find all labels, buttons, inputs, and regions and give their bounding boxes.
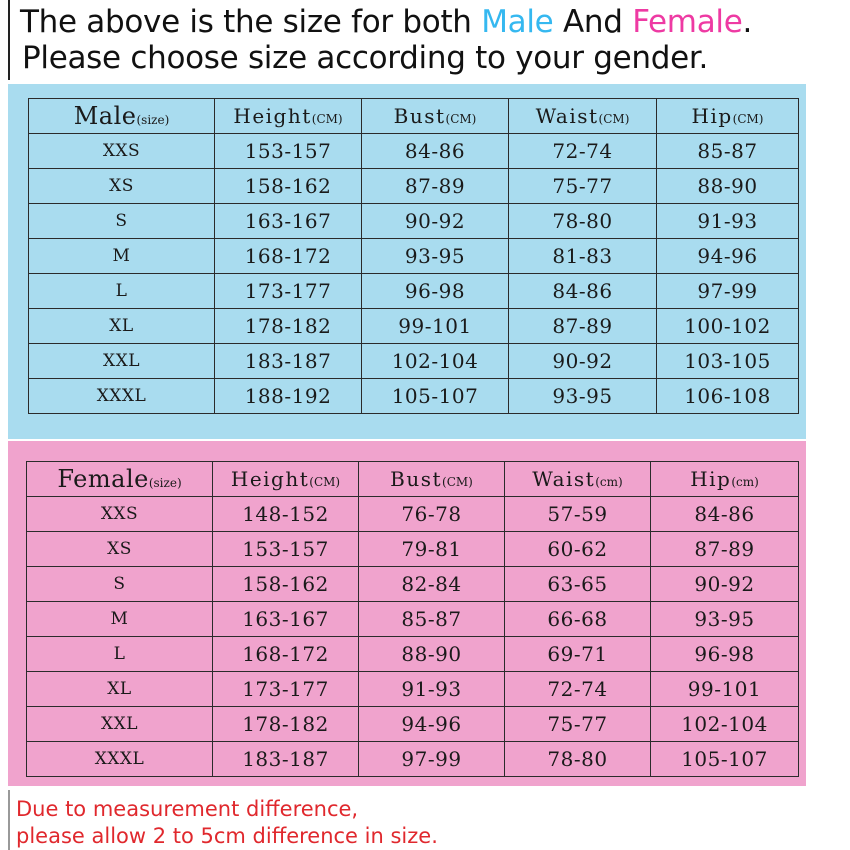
header-label: Waist	[535, 104, 599, 128]
measurement-cell: 63-65	[505, 567, 651, 602]
header-label: Male	[73, 102, 137, 130]
male-header-row	[29, 99, 799, 134]
male-header-cell	[29, 99, 215, 134]
note-line-1: Due to measurement difference,	[16, 797, 359, 821]
measurement-cell: 96-98	[651, 637, 799, 672]
table-row	[27, 637, 799, 672]
male-word: Male	[481, 4, 554, 40]
header-unit: (CM)	[309, 475, 341, 489]
size-label-cell: S	[27, 567, 213, 602]
measurement-cell: 103-105	[657, 344, 799, 379]
measurement-cell: 84-86	[651, 497, 799, 532]
measurement-cell: 87-89	[509, 309, 657, 344]
measurement-cell: 93-95	[509, 379, 657, 414]
measurement-cell: 69-71	[505, 637, 651, 672]
note-divider	[8, 790, 10, 850]
measurement-cell: 100-102	[657, 309, 799, 344]
measurement-cell: 85-87	[359, 602, 505, 637]
male-header-cell	[215, 99, 362, 134]
header-label: Height	[233, 104, 312, 128]
size-label-cell: XXS	[27, 497, 213, 532]
page-header	[8, 0, 844, 80]
female-header-cell	[359, 462, 505, 497]
size-label-cell: M	[29, 239, 215, 274]
measurement-cell: 91-93	[657, 204, 799, 239]
measurement-cell: 93-95	[362, 239, 509, 274]
table-row	[29, 134, 799, 169]
header-label: Hip	[690, 467, 732, 491]
measurement-cell: 72-74	[509, 134, 657, 169]
measurement-cell: 57-59	[505, 497, 651, 532]
measurement-cell: 178-182	[213, 707, 359, 742]
header-label: Female	[57, 465, 149, 493]
measurement-cell: 88-90	[657, 169, 799, 204]
measurement-cell: 102-104	[651, 707, 799, 742]
size-label-cell: XS	[29, 169, 215, 204]
size-label-cell: S	[29, 204, 215, 239]
measurement-cell: 163-167	[215, 204, 362, 239]
male-size-table	[28, 98, 799, 414]
measurement-cell: 94-96	[657, 239, 799, 274]
measurement-cell: 60-62	[505, 532, 651, 567]
male-size-panel	[8, 84, 806, 439]
measurement-cell: 163-167	[213, 602, 359, 637]
measurement-cell: 105-107	[362, 379, 509, 414]
table-row	[27, 567, 799, 602]
measurement-cell: 75-77	[505, 707, 651, 742]
table-row	[29, 239, 799, 274]
header-label: Hip	[691, 104, 733, 128]
header-line-1	[20, 4, 752, 40]
size-label-cell: XXL	[27, 707, 213, 742]
female-size-table	[26, 461, 799, 777]
header-unit: (CM)	[598, 112, 630, 126]
header-text: And	[553, 4, 633, 40]
size-label-cell: XXL	[29, 344, 215, 379]
measurement-cell: 81-83	[509, 239, 657, 274]
female-header-row	[27, 462, 799, 497]
size-label-cell: XXXL	[27, 742, 213, 777]
measurement-cell: 79-81	[359, 532, 505, 567]
measurement-cell: 97-99	[359, 742, 505, 777]
measurement-cell: 96-98	[362, 274, 509, 309]
size-label-cell: M	[27, 602, 213, 637]
female-header-cell	[505, 462, 651, 497]
measurement-cell: 66-68	[505, 602, 651, 637]
table-row	[29, 274, 799, 309]
measurement-cell: 78-80	[505, 742, 651, 777]
header-label: Waist	[532, 467, 596, 491]
table-row	[27, 532, 799, 567]
table-row	[27, 602, 799, 637]
measurement-cell: 88-90	[359, 637, 505, 672]
table-row	[27, 672, 799, 707]
measurement-cell: 82-84	[359, 567, 505, 602]
header-unit: (CM)	[442, 475, 473, 489]
measurement-cell: 99-101	[651, 672, 799, 707]
measurement-cell: 183-187	[215, 344, 362, 379]
female-size-panel	[8, 441, 806, 786]
table-row	[29, 309, 799, 344]
measurement-cell: 85-87	[657, 134, 799, 169]
header-unit: (CM)	[311, 112, 343, 126]
female-header-cell	[27, 462, 213, 497]
measurement-cell: 90-92	[362, 204, 509, 239]
size-label-cell: L	[29, 274, 215, 309]
measurement-cell: 153-157	[215, 134, 362, 169]
header-unit: (cm)	[595, 475, 623, 489]
measurement-note	[16, 796, 438, 850]
header-text: .	[742, 4, 753, 40]
measurement-cell: 173-177	[215, 274, 362, 309]
header-unit: (cm)	[731, 475, 759, 489]
measurement-cell: 91-93	[359, 672, 505, 707]
measurement-cell: 148-152	[213, 497, 359, 532]
table-row	[29, 344, 799, 379]
male-header-cell	[509, 99, 657, 134]
table-row	[27, 707, 799, 742]
table-row	[27, 497, 799, 532]
header-label: Bust	[390, 467, 443, 491]
female-word: Female	[632, 4, 743, 40]
measurement-cell: 84-86	[362, 134, 509, 169]
measurement-cell: 153-157	[213, 532, 359, 567]
measurement-cell: 75-77	[509, 169, 657, 204]
measurement-cell: 168-172	[215, 239, 362, 274]
size-label-cell: L	[27, 637, 213, 672]
measurement-cell: 93-95	[651, 602, 799, 637]
header-label: Bust	[393, 104, 446, 128]
measurement-cell: 188-192	[215, 379, 362, 414]
measurement-cell: 106-108	[657, 379, 799, 414]
female-header-cell	[651, 462, 799, 497]
size-label-cell: XL	[29, 309, 215, 344]
measurement-cell: 76-78	[359, 497, 505, 532]
header-line-2: Please choose size according to your gender.	[22, 40, 709, 76]
header-unit: (size)	[136, 113, 170, 127]
measurement-cell: 158-162	[215, 169, 362, 204]
measurement-cell: 87-89	[362, 169, 509, 204]
measurement-cell: 183-187	[213, 742, 359, 777]
measurement-cell: 168-172	[213, 637, 359, 672]
header-label: Height	[230, 467, 310, 491]
table-row	[29, 379, 799, 414]
size-label-cell: XL	[27, 672, 213, 707]
table-row	[29, 204, 799, 239]
measurement-cell: 158-162	[213, 567, 359, 602]
note-line-2: please allow 2 to 5cm difference in size.	[16, 824, 438, 848]
table-row	[27, 742, 799, 777]
header-unit: (size)	[148, 476, 182, 490]
header-text: The above is the size for both	[20, 4, 482, 40]
measurement-cell: 72-74	[505, 672, 651, 707]
measurement-cell: 102-104	[362, 344, 509, 379]
measurement-cell: 90-92	[509, 344, 657, 379]
measurement-cell: 78-80	[509, 204, 657, 239]
measurement-cell: 84-86	[509, 274, 657, 309]
table-row	[29, 169, 799, 204]
header-unit: (CM)	[445, 112, 477, 126]
measurement-cell: 105-107	[651, 742, 799, 777]
measurement-cell: 87-89	[651, 532, 799, 567]
measurement-cell: 90-92	[651, 567, 799, 602]
size-label-cell: XXXL	[29, 379, 215, 414]
male-header-cell	[362, 99, 509, 134]
size-label-cell: XXS	[29, 134, 215, 169]
measurement-cell: 173-177	[213, 672, 359, 707]
female-header-cell	[213, 462, 359, 497]
measurement-cell: 97-99	[657, 274, 799, 309]
size-label-cell: XS	[27, 532, 213, 567]
header-unit: (CM)	[732, 112, 764, 126]
measurement-cell: 94-96	[359, 707, 505, 742]
measurement-cell: 99-101	[362, 309, 509, 344]
male-header-cell	[657, 99, 799, 134]
measurement-cell: 178-182	[215, 309, 362, 344]
